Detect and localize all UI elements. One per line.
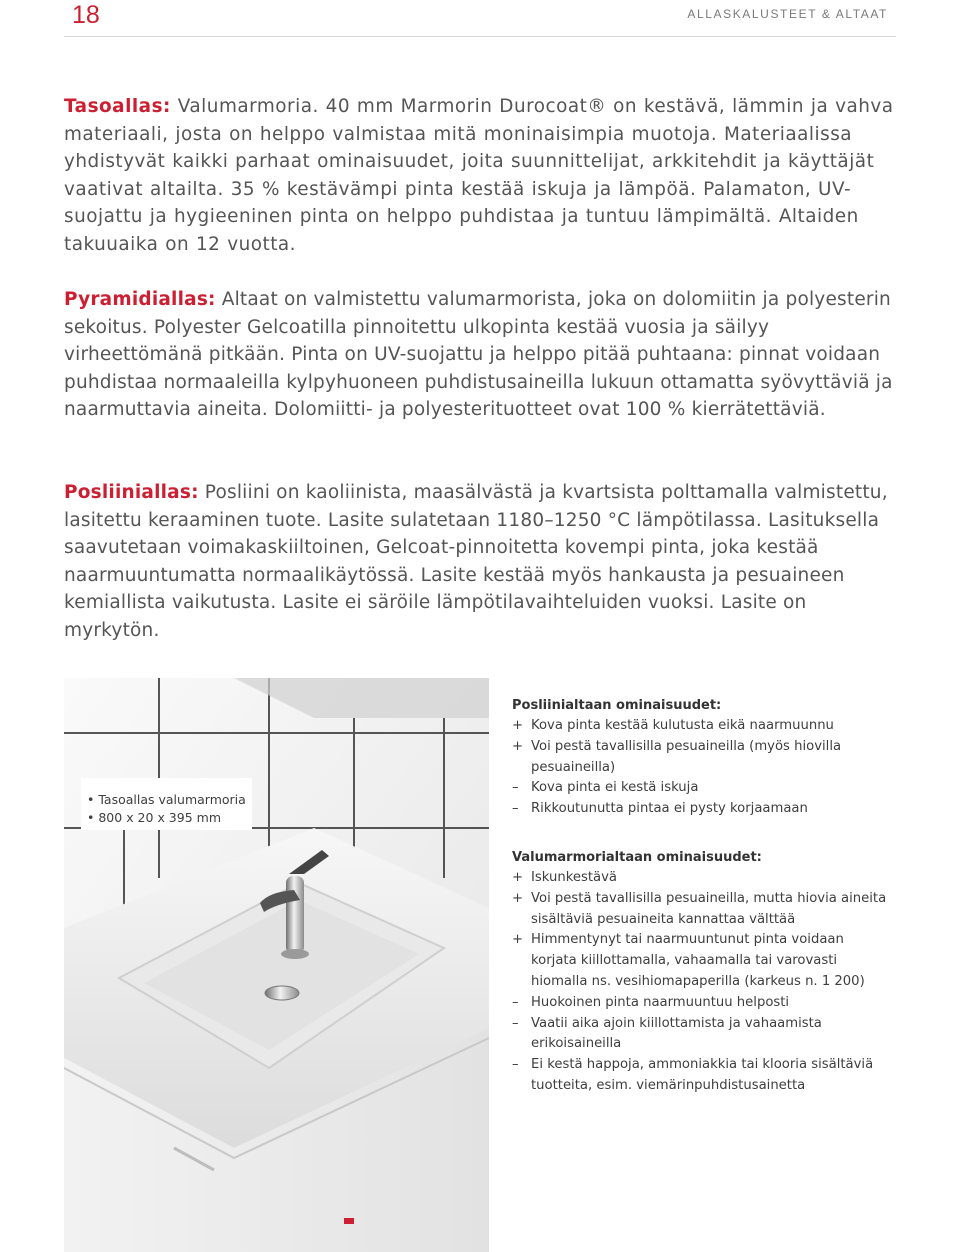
feature-item bbox=[512, 993, 892, 1014]
feature-marker: + bbox=[512, 932, 524, 948]
paragraph-lead: Posliiniallas: bbox=[64, 482, 199, 503]
feature-list bbox=[512, 716, 892, 820]
paragraph-text: Posliini on kaoliinista, maasälvästä ja kvartsista polttamalla valmistettu, lasitettu keraaminen tuote. Lasite sulatetaan 1180–1250 °C lämpötilassa. Lasituksella saavutetaan voimakaskiiltoinen, Gelcoat-pinnoitetta kovempi pinta, joka kestää naarmuuntumatta normaalikäytössä. Lasite kestää myös hankausta ja pesuaineen kemiallista vaikutusta. Lasite ei säröile lämpötilavaihteluiden vuoksi. Lasite on myrkytön. bbox=[64, 482, 888, 641]
feature-item bbox=[512, 930, 892, 992]
features-panel bbox=[489, 678, 896, 1252]
product-label-item: • 800 x 20 x 395 mm bbox=[87, 809, 252, 827]
paragraph-text: Altaat on valmistettu valumarmorista, joka on dolomiitin ja polyesterin sekoitus. Polyester Gelcoatilla pinnoitettu ulkopinta kestää vuosia ja säilyy virheettömänä pitkään. Pinta on UV-suojattu ja helppo pitää puhtaana: pinnat voidaan puhdistaa normaaleilla kylpyhuoneen puhdistusaineilla lukuun ottamatta syövyttäviä ja naarmuttavia aineita. Dolomiitti- ja polyesterituotteet ovat 100 % kierrätettäviä. bbox=[64, 289, 893, 420]
section-title: ALLASKALUSTEET & ALTAAT bbox=[687, 7, 888, 21]
feature-item bbox=[512, 889, 892, 931]
feature-text: Voi pestä tavallisilla pesuaineilla, mutta hiovia aineita sisältäviä pesuaineita kannattaa välttää bbox=[531, 890, 887, 927]
feature-marker: + bbox=[512, 738, 524, 754]
feature-item bbox=[512, 799, 892, 820]
page-number: 18 bbox=[72, 1, 100, 29]
paragraph-posliiniallas bbox=[64, 479, 900, 644]
feature-group-title: Posliinialtaan ominaisuudet: bbox=[512, 698, 722, 713]
feature-marker: – bbox=[512, 801, 519, 817]
feature-item bbox=[512, 1055, 892, 1097]
paragraph-lead: Tasoallas: bbox=[64, 96, 171, 117]
feature-text: Iskunkestävä bbox=[531, 870, 617, 885]
brand-tag bbox=[344, 1218, 354, 1224]
paragraph-pyramidiallas bbox=[64, 286, 900, 424]
product-photo bbox=[64, 678, 489, 1252]
feature-text: Huokoinen pinta naarmuuntuu helposti bbox=[531, 994, 790, 1010]
feature-item bbox=[512, 1014, 892, 1056]
feature-marker: + bbox=[512, 718, 524, 733]
feature-item bbox=[512, 868, 892, 889]
sink-illustration bbox=[64, 678, 489, 1252]
feature-marker: – bbox=[512, 780, 519, 796]
feature-item bbox=[512, 778, 892, 799]
feature-item bbox=[512, 737, 892, 779]
drain-plug bbox=[265, 986, 299, 1000]
feature-marker: – bbox=[512, 1015, 519, 1031]
feature-item bbox=[512, 716, 892, 737]
feature-text: Rikkoutunutta pintaa ei pysty korjaamaan bbox=[531, 801, 808, 817]
paragraph-tasoallas bbox=[64, 93, 900, 258]
feature-text: Kova pinta kestää kulutusta eikä naarmuunnu bbox=[531, 718, 834, 733]
feature-marker: – bbox=[512, 1057, 519, 1073]
feature-marker: – bbox=[512, 994, 519, 1010]
feature-marker: + bbox=[512, 890, 524, 906]
page-header bbox=[64, 0, 896, 37]
feature-group-posliini bbox=[512, 695, 892, 820]
feature-text: Himmentynyt tai naarmuuntunut pinta voidaan korjata kiillottamalla, vahaamalla tai varovasti hiomalla ns. vesihiomapaperilla (karkeus n. 1 200) bbox=[531, 932, 865, 989]
feature-group-title: Valumarmorialtaan ominaisuudet: bbox=[512, 850, 762, 865]
feature-marker: + bbox=[512, 870, 524, 885]
product-label-item: • Tasoallas valumarmoria bbox=[87, 791, 252, 809]
feature-list bbox=[512, 868, 892, 1097]
product-label bbox=[81, 778, 252, 830]
paragraph-lead: Pyramidiallas: bbox=[64, 289, 216, 310]
feature-group-valumarmori bbox=[512, 847, 892, 1097]
feature-text: Ei kestä happoja, ammoniakkia tai klooria sisältäviä tuotteita, esim. viemärinpuhdistusainetta bbox=[531, 1057, 874, 1093]
feature-text: Kova pinta ei kestä iskuja bbox=[531, 780, 699, 796]
feature-text: Vaatii aika ajoin kiillottamista ja vahaamista erikoisaineilla bbox=[531, 1015, 822, 1052]
paragraph-text: Valumarmoria. 40 mm Marmorin Durocoat® on kestävä, lämmin ja vahva materiaali, josta on helppo valmistaa mitä moninaisimpia muotoja. Materiaalissa yhdistyvät kaikki parhaat ominaisuudet, joita suunnittelijat, arkkitehdit ja käyttäjät vaativat altailta. 35 % kestävämpi pinta kestää iskuja ja lämpöä. Palamaton, UV-suojattu ja hygieeninen pinta on helppo puhdistaa ja tuntuu lämpimältä. Altaiden takuuaika on 12 vuotta. bbox=[64, 96, 894, 255]
feature-text: Voi pestä tavallisilla pesuaineilla (myös hiovilla pesuaineilla) bbox=[531, 738, 842, 775]
